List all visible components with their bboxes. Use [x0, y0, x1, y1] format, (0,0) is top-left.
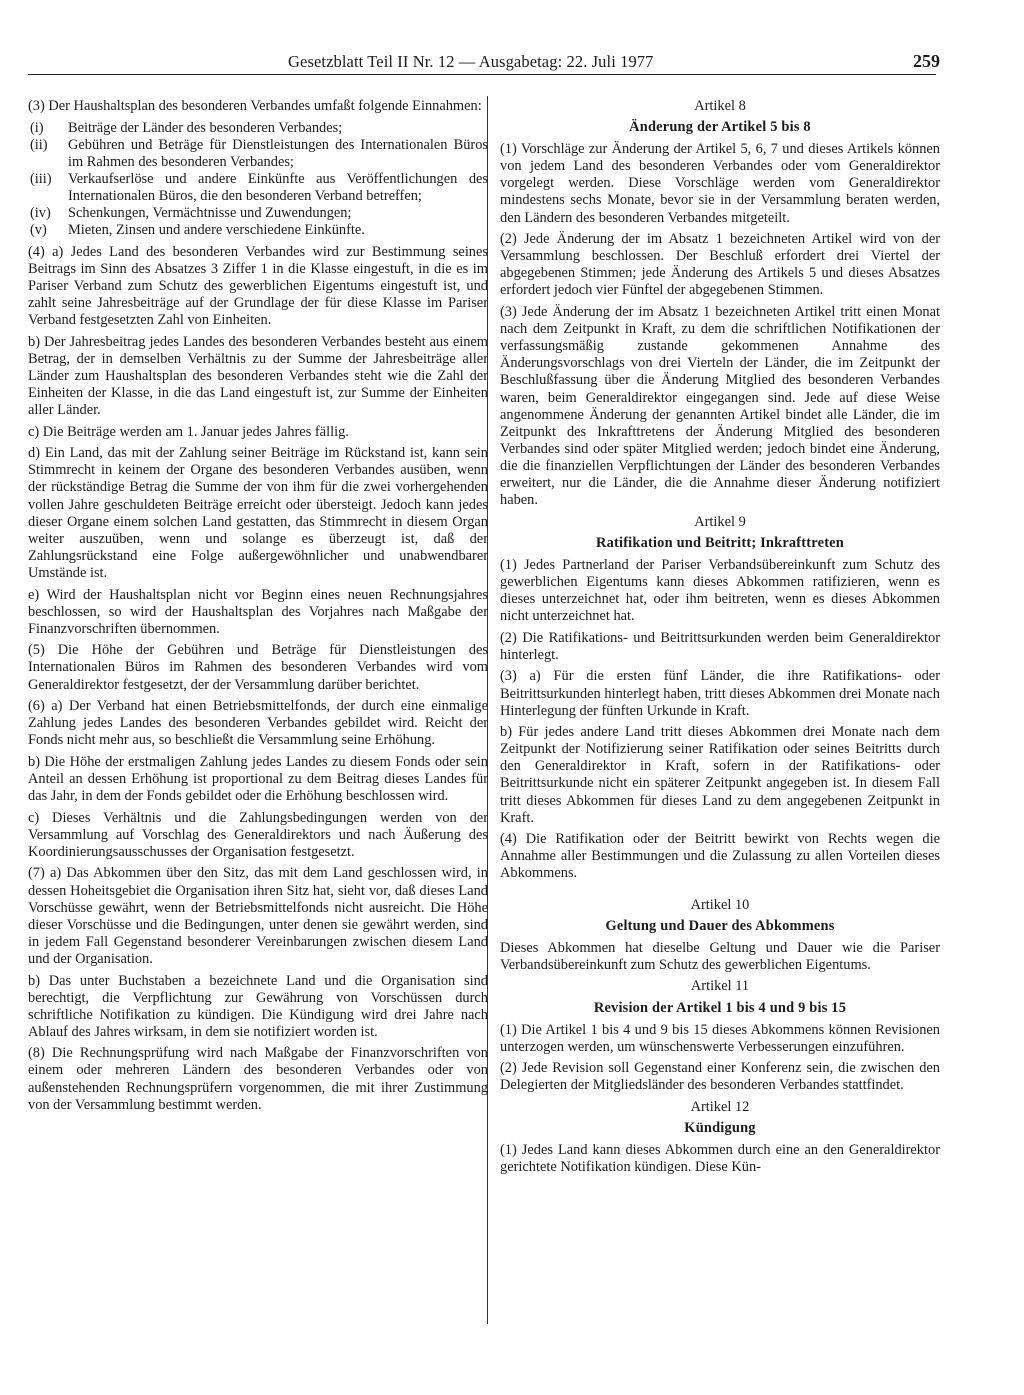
article-8-paragraph-2: (2) Jede Änderung der im Absatz 1 bezeichneten Artikel wird von der Versammlung beschlossen. Der Beschluß erfordert drei Viertel der abgegebenen Stimmen; jede Änderung des Artikels 5 und dieses Absatzes erfordert jedoch vier Fünftel der abgegebenen Stimmen. — [500, 231, 940, 299]
paragraph-4d: d) Ein Land, das mit der Zahlung seiner Beiträge im Rückstand ist, kann sein Stimmrecht in keinem der Organe des besonderen Verbandes ausüben, wenn der rückständige Betrag die Summe der von ihm für die zwei vorhergehenden vollen Jahre geschuldeten Beiträge erreicht oder übersteigt. Jedoch kann jedes dieser Organe einem solchen Land gestatten, das Stimmrecht in diesem Organ weiter auszuüben, wenn und solange es überzeugt ist, daß der Zahlungsrückstand eine Folge außergewöhnlicher und unabwendbarer Umstände ist. — [28, 445, 488, 581]
list-item-text: Verkaufserlöse und andere Einkünfte aus Veröffentlichungen des Internationalen Büros, die den besonderen Verband betreffen; — [68, 170, 488, 204]
article-9-paragraph-3b: b) Für jedes andere Land tritt dieses Abkommen drei Monate nach dem Zeitpunkt der Notifizierung seiner Ratifikation oder seines Beitritts durch den Generaldirektor in Kraft, sofern in der Ratifikations- oder Beitrittsurkunde nicht ein späterer Zeitpunkt angegeben ist. In diesem Fall tritt dieses Abkommen für dieses Land zu dem angegebenen Zeitpunkt in Kraft. — [500, 724, 940, 826]
list-item-text: Beiträge der Länder des besonderen Verbandes; — [68, 119, 343, 136]
list-item-number: (iii) — [30, 170, 52, 187]
list-item — [28, 171, 488, 205]
paragraph-3-intro: (3) Der Haushaltsplan des besonderen Verbandes umfaßt folgende Einnahmen: — [28, 98, 482, 114]
article-9-paragraph-4: (4) Die Ratifikation oder der Beitritt bewirkt von Rechts wegen die Annahme aller Bestimmungen und die Zulassung zu allen Vorteilen dieses Abkommens. — [500, 831, 940, 882]
article-8-paragraph-3: (3) Jede Änderung der im Absatz 1 bezeichneten Artikel tritt einen Monat nach dem Zeitpunkt in Kraft, zu dem die schriftlichen Notifikationen der verfassungsmäßig zustande gekommenen Annahme des Änderungsvorschlags von drei Vierteln der Länder, die im Zeitpunkt der Beschlußfassung über die Änderung Mitglied des besonderen Verbandes waren, beim Generaldirektor eingegangen sind. Jede auf diese Weise angenommene Änderung der genannten Artikel bindet alle Länder, die im Zeitpunkt des Inkrafttretens der Änderung Mitglied des besonderen Verbandes sind oder später Mitglied werden; jedoch bindet eine Änderung, die die finanziellen Verpflichtungen der Länder des besonderen Verbandes erweitert, nur die Länder, die die Annahme dieser Änderung notifiziert haben. — [500, 304, 940, 509]
list-item-number: (i) — [30, 119, 44, 136]
paragraph-4c: c) Die Beiträge werden am 1. Januar jedes Jahres fällig. — [28, 423, 349, 440]
list-item — [28, 205, 488, 222]
article-12-paragraph-1: (1) Jedes Land kann dieses Abkommen durch eine an den Generaldirektor gerichtete Notifikation kündigen. Diese Kün- — [500, 1142, 940, 1176]
list-item — [28, 120, 488, 137]
article-12-title: Kündigung — [684, 1120, 756, 1137]
article-11-paragraph-1: (1) Die Artikel 1 bis 4 und 9 bis 15 dieses Abkommens können Revisionen unterzogen werden, um wünschenswerte Verbesserungen einzuführen. — [500, 1021, 940, 1055]
article-10-title: Geltung und Dauer des Abkommens — [605, 917, 835, 934]
list-item-number: (iv) — [30, 205, 51, 222]
left-column — [28, 98, 488, 1118]
paragraph-8: (8) Die Rechnungsprüfung wird nach Maßgabe der Finanzvorschriften von einem oder mehreren Ländern des besonderen Verbandes oder von außenstehenden Rechnungsprüfern vorgenommen, die mit ihrer Zustimmung von der Versammlung bestimmt werden. — [28, 1045, 488, 1113]
list-item — [28, 222, 488, 239]
paragraph-6a: (6) a) Der Verband hat einen Betriebsmittelfonds, der durch eine einmalige Zahlung jedes Landes des besonderen Verbandes gebildet wird. Reicht der Fonds nicht mehr aus, so beschließt die Versammlung seine Erhöhung. — [28, 698, 488, 749]
article-9-heading: Artikel 9 — [694, 513, 746, 530]
paragraph-6c: c) Dieses Verhältnis und die Zahlungsbedingungen werden von der Versammlung auf Vorschlag des Generaldirektors und nach Äußerung des Koordinierungsausschusses der Organisation festgesetzt. — [28, 809, 488, 860]
paragraph-5: (5) Die Höhe der Gebühren und Beträge für Dienstleistungen des Internationalen Büros im Rahmen des besonderen Verbandes wird vom Generaldirektor festgesetzt, der der Versammlung darüber berichtet. — [28, 642, 488, 693]
page-header — [28, 51, 940, 75]
list-item-text: Schenkungen, Vermächtnisse und Zuwendungen; — [68, 205, 352, 222]
list-item — [28, 137, 488, 171]
article-10-heading: Artikel 10 — [690, 896, 750, 913]
paragraph-4e: e) Wird der Haushaltsplan nicht vor Beginn eines neuen Rechnungsjahres beschlossen, so wird der Haushaltsplan des Vorjahres nach Maßgabe der Finanzvorschriften übernommen. — [28, 586, 488, 637]
article-9-paragraph-1: (1) Jedes Partnerland der Pariser Verbandsübereinkunft zum Schutz des gewerblichen Eigentums kann dieses Abkommen ratifizieren, wenn es dieses unterzeichnet hat, oder ihm beitreten, wenn es dieses Abkommen nicht unterzeichnet hat. — [500, 556, 940, 625]
paragraph-4a: (4) a) Jedes Land des besonderen Verbandes wird zur Bestimmung seines Beitrags im Sinn des Absatzes 3 Ziffer 1 in die Klasse eingestuft, in die es im Pariser Verband zum Schutz des gewerblichen Eigentums eingestuft ist, und zahlt seine Jahresbeiträge auf der Grundlage der für diese Klasse im Pariser Verband festgesetzten Zahl von Einheiten. — [28, 243, 488, 329]
paragraph-4b: b) Der Jahresbeitrag jedes Landes des besonderen Verbandes besteht aus einem Betrag, der in demselben Verhältnis zu der Summe der Jahresbeiträge aller Länder zum Haushaltsplan des besonderen Verbandes steht wie die Zahl der Einheiten der Klasse, in die das Land eingestuft ist, zur Summe der Einheiten aller Länder. — [28, 333, 488, 419]
article-9-title: Ratifikation und Beitritt; Inkrafttreten — [596, 534, 844, 551]
article-11-heading: Artikel 11 — [690, 978, 750, 995]
paragraph-7a: (7) a) Das Abkommen über den Sitz, das mit dem Land geschlossen wird, in dessen Hoheitsgebiet die Organisation ihren Sitz hat, sieht vor, daß dieses Land Vorschüsse gewährt, wenn der Betriebsmittelfonds nicht ausreicht. Die Höhe dieser Vorschüsse und die Bedingungen, unter denen sie gewährt werden, sind in jedem Fall Gegenstand besonderer Vereinbarungen zwischen diesem Land und der Organisation. — [28, 865, 488, 967]
list-item-text: Mieten, Zinsen und andere verschiedene Einkünfte. — [68, 222, 365, 239]
paragraph-3 — [28, 98, 488, 239]
paragraph-6b: b) Die Höhe der erstmaligen Zahlung jedes Landes zu diesem Fonds oder sein Anteil an dessen Erhöhung ist proportional zu dem Beitrag dieses Landes für das Jahr, in dem der Fonds gebildet oder die Erhöhung beschlossen wird. — [28, 753, 488, 805]
list-item-number: (ii) — [30, 136, 48, 153]
page-number: 259 — [913, 51, 940, 71]
header-title: Gesetzblatt Teil II Nr. 12 — Ausgabetag: 22. Juli 1977 — [288, 52, 654, 71]
list-item-number: (v) — [30, 222, 47, 239]
right-column — [500, 98, 940, 1181]
article-8-title: Änderung der Artikel 5 bis 8 — [629, 119, 811, 136]
paragraph-7b: b) Das unter Buchstaben a bezeichnete Land und die Organisation sind berechtigt, die Verpflichtung zur Gewährung von Vorschüssen durch schriftliche Notifikation zu kündigen. Die Kündigung wird drei Jahre nach Ablauf des Jahres wirksam, in dem sie notifiziert worden ist. — [28, 972, 488, 1040]
article-9-paragraph-3a: (3) a) Für die ersten fünf Länder, die ihre Ratifikations- oder Beitrittsurkunden hinterlegt haben, tritt dieses Abkommen drei Monate nach Hinterlegung der fünften Urkunde in Kraft. — [500, 668, 940, 719]
article-9-paragraph-2: (2) Die Ratifikations- und Beitrittsurkunden werden beim Generaldirektor hinterlegt. — [500, 629, 940, 663]
article-11-paragraph-2: (2) Jede Revision soll Gegenstand einer Konferenz sein, die zwischen den Delegierten der Mitgliedsländer des besonderen Verbandes stattfindet. — [500, 1060, 940, 1094]
article-8-heading: Artikel 8 — [694, 98, 746, 114]
article-12-heading: Artikel 12 — [690, 1098, 750, 1115]
article-10-paragraph: Dieses Abkommen hat dieselbe Geltung und Dauer wie die Pariser Verbandsübereinkunft zum Schutz des gewerblichen Eigentums. — [500, 939, 940, 973]
list-item-text: Gebühren und Beträge für Dienstleistungen des Internationalen Büros im Rahmen des besonderen Verbandes; — [68, 136, 488, 170]
article-8-paragraph-1: (1) Vorschläge zur Änderung der Artikel 5, 6, 7 und dieses Artikels können von jedem Land des besonderen Verbandes oder vom Generaldirektor vorgelegt werden. Diese Vorschläge werden vom Generaldirektor mindestens sechs Monate, bevor sie in der Versammlung beraten werden, den Ländern des besonderen Verbandes mitgeteilt. — [500, 141, 940, 226]
article-11-title: Revision der Artikel 1 bis 4 und 9 bis 15 — [593, 999, 847, 1016]
